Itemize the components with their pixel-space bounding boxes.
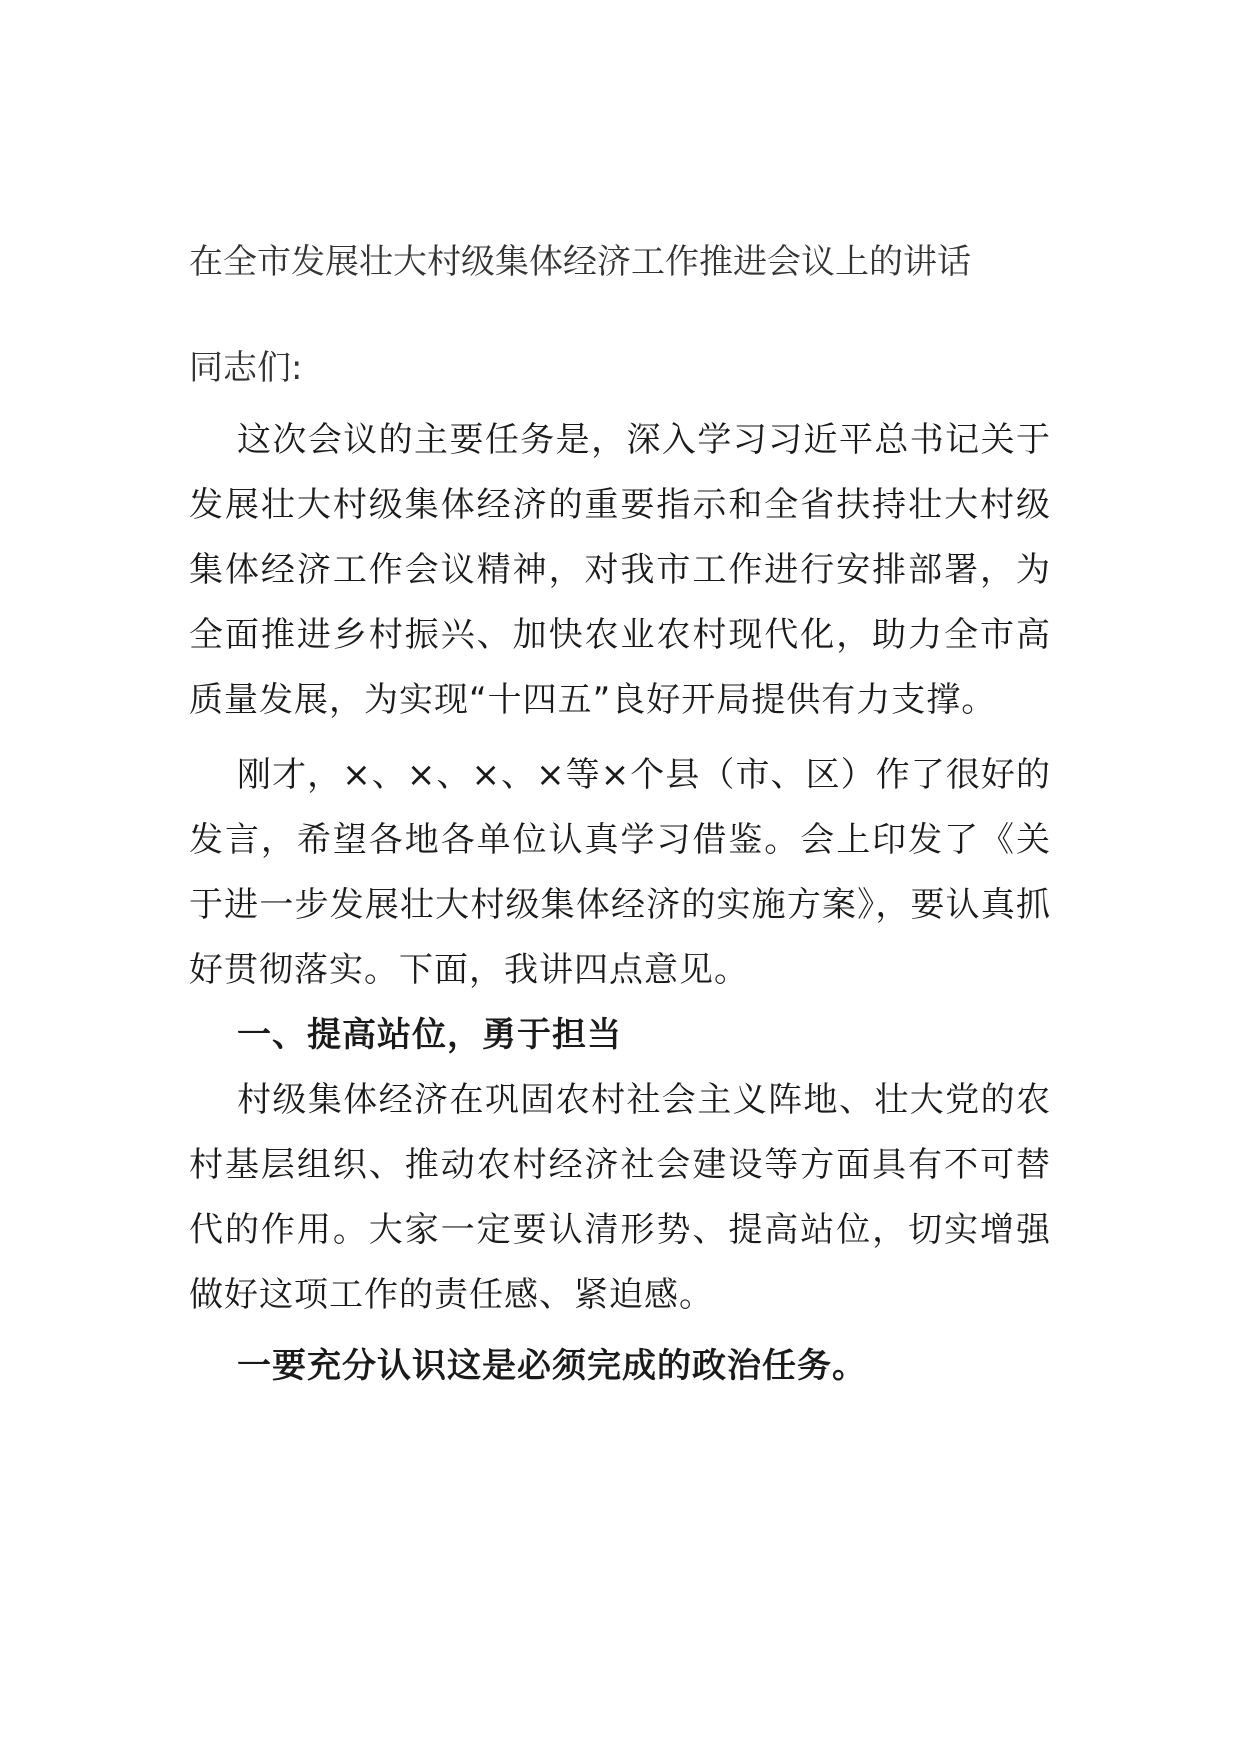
document-body [189, 232, 1051, 1399]
sub-heading: 一要充分认识这是必须完成的政治任务。 [237, 1346, 867, 1386]
salutation: 同志们: [189, 348, 303, 388]
paragraph-intro: 这次会议的主要任务是，深入学习习近平总书记关于发展壮大村级集体经济的重要指示和全省扶持壮大村级集体经济工作会议精神，对我市工作进行安排部署，为全面推进乡村振兴、加快农业农村现代化，助力全市高质量发展，为实现“十四五”良好开局提供有力支撑。 [189, 420, 1051, 720]
section-heading: 一、提高站位，勇于担当 [237, 1015, 622, 1055]
document-title: 在全市发展壮大村级集体经济工作推进会议上的讲话 [189, 242, 971, 282]
section-paragraph: 村级集体经济在巩固农村社会主义阵地、壮大党的农村基层组织、推动农村经济社会建设等方面具有不可替代的作用。大家一定要认清形势、提高站位，切实增强做好这项工作的责任感、紧迫感。 [189, 1080, 1051, 1315]
paragraph-speeches: 刚才，×、×、×、×等×个县（市、区）作了很好的发言，希望各地各单位认真学习借鉴。会上印发了《关于进一步发展壮大村级集体经济的实施方案》，要认真抓好贯彻落实。下面，我讲四点意见。 [189, 755, 1051, 990]
